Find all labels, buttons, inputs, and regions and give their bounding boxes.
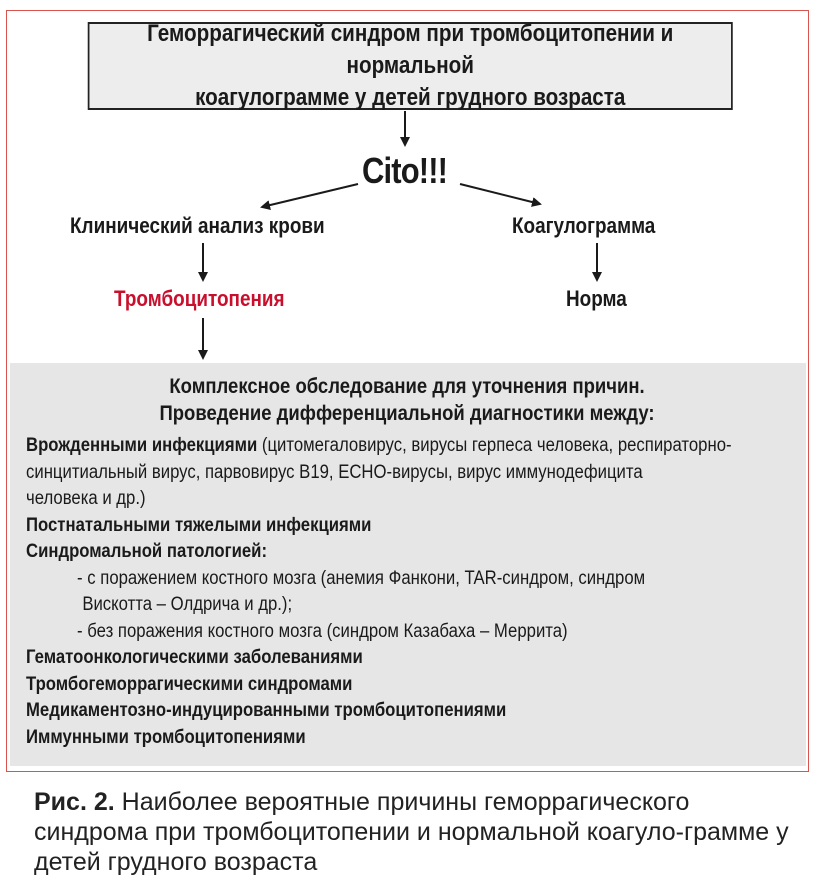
congenital-line-3: человека и др.) [26,488,146,509]
list-item-congenital [26,433,800,460]
title-line-2: коагулограмме у детей грудного возраста [195,84,626,111]
exam-heading-1: Комплексное обследование для уточнения причин. [169,375,645,398]
thrombocytopenia-node: Тромбоцитопения [114,286,285,311]
exam-heading [26,373,788,427]
list-item-syndromal: Синдромальной патологией: [26,541,268,562]
congenital-detail: (цитомегаловирус, вирусы герпеса человека, респираторно- [257,435,732,456]
list-item-immune: Иммунными тромбоцитопениями [26,726,306,748]
coagulogram-node: Коагулограмма [512,213,656,238]
syndromal-sub-2: - без поражения костного мозга (синдром Казабаха – Меррита) [77,620,568,642]
caption-text: Наиболее вероятные причины геморрагического синдрома при тромбоцитопении и нормальной коагуло-грамме у детей грудного возраста [34,788,789,876]
list-item-hemato: Гематоонкологическими заболеваниями [26,647,363,668]
title-line-1: Геморрагический синдром при тромбоцитопении и нормальной [147,20,674,79]
list-item-postnatal: Постнатальными тяжелыми инфекциями [26,514,372,536]
figure-caption [34,787,804,877]
syndromal-sub-1-cont: Вискотта – Олдрича и др.); [82,594,293,615]
exam-heading-2: Проведение дифференциальной диагностики между: [159,402,655,425]
title-box [88,22,733,110]
list-item-thrombohem: Тромбогеморрагическими синдромами [26,673,353,695]
clinical-blood-test-node: Клинический анализ крови [70,213,325,238]
diagnosis-list [26,433,800,751]
cito-node: Cito!!! [362,150,448,191]
norma-node: Норма [566,286,627,311]
figure-label: Рис. 2. [34,788,115,816]
syndromal-sub-1: - с поражением костного мозга (анемия Фанкони, TAR-синдром, синдром [77,567,646,589]
congenital-line-2: синцитиальный вирус, парвовирус В19, ЕСНО-вирусы, вирус иммунодефицита [26,461,643,483]
list-item-drug: Медикаментозно-индуцированными тромбоцитопениями [26,700,507,721]
exam-box [10,363,806,766]
congenital-label: Врожденными инфекциями [26,435,258,456]
